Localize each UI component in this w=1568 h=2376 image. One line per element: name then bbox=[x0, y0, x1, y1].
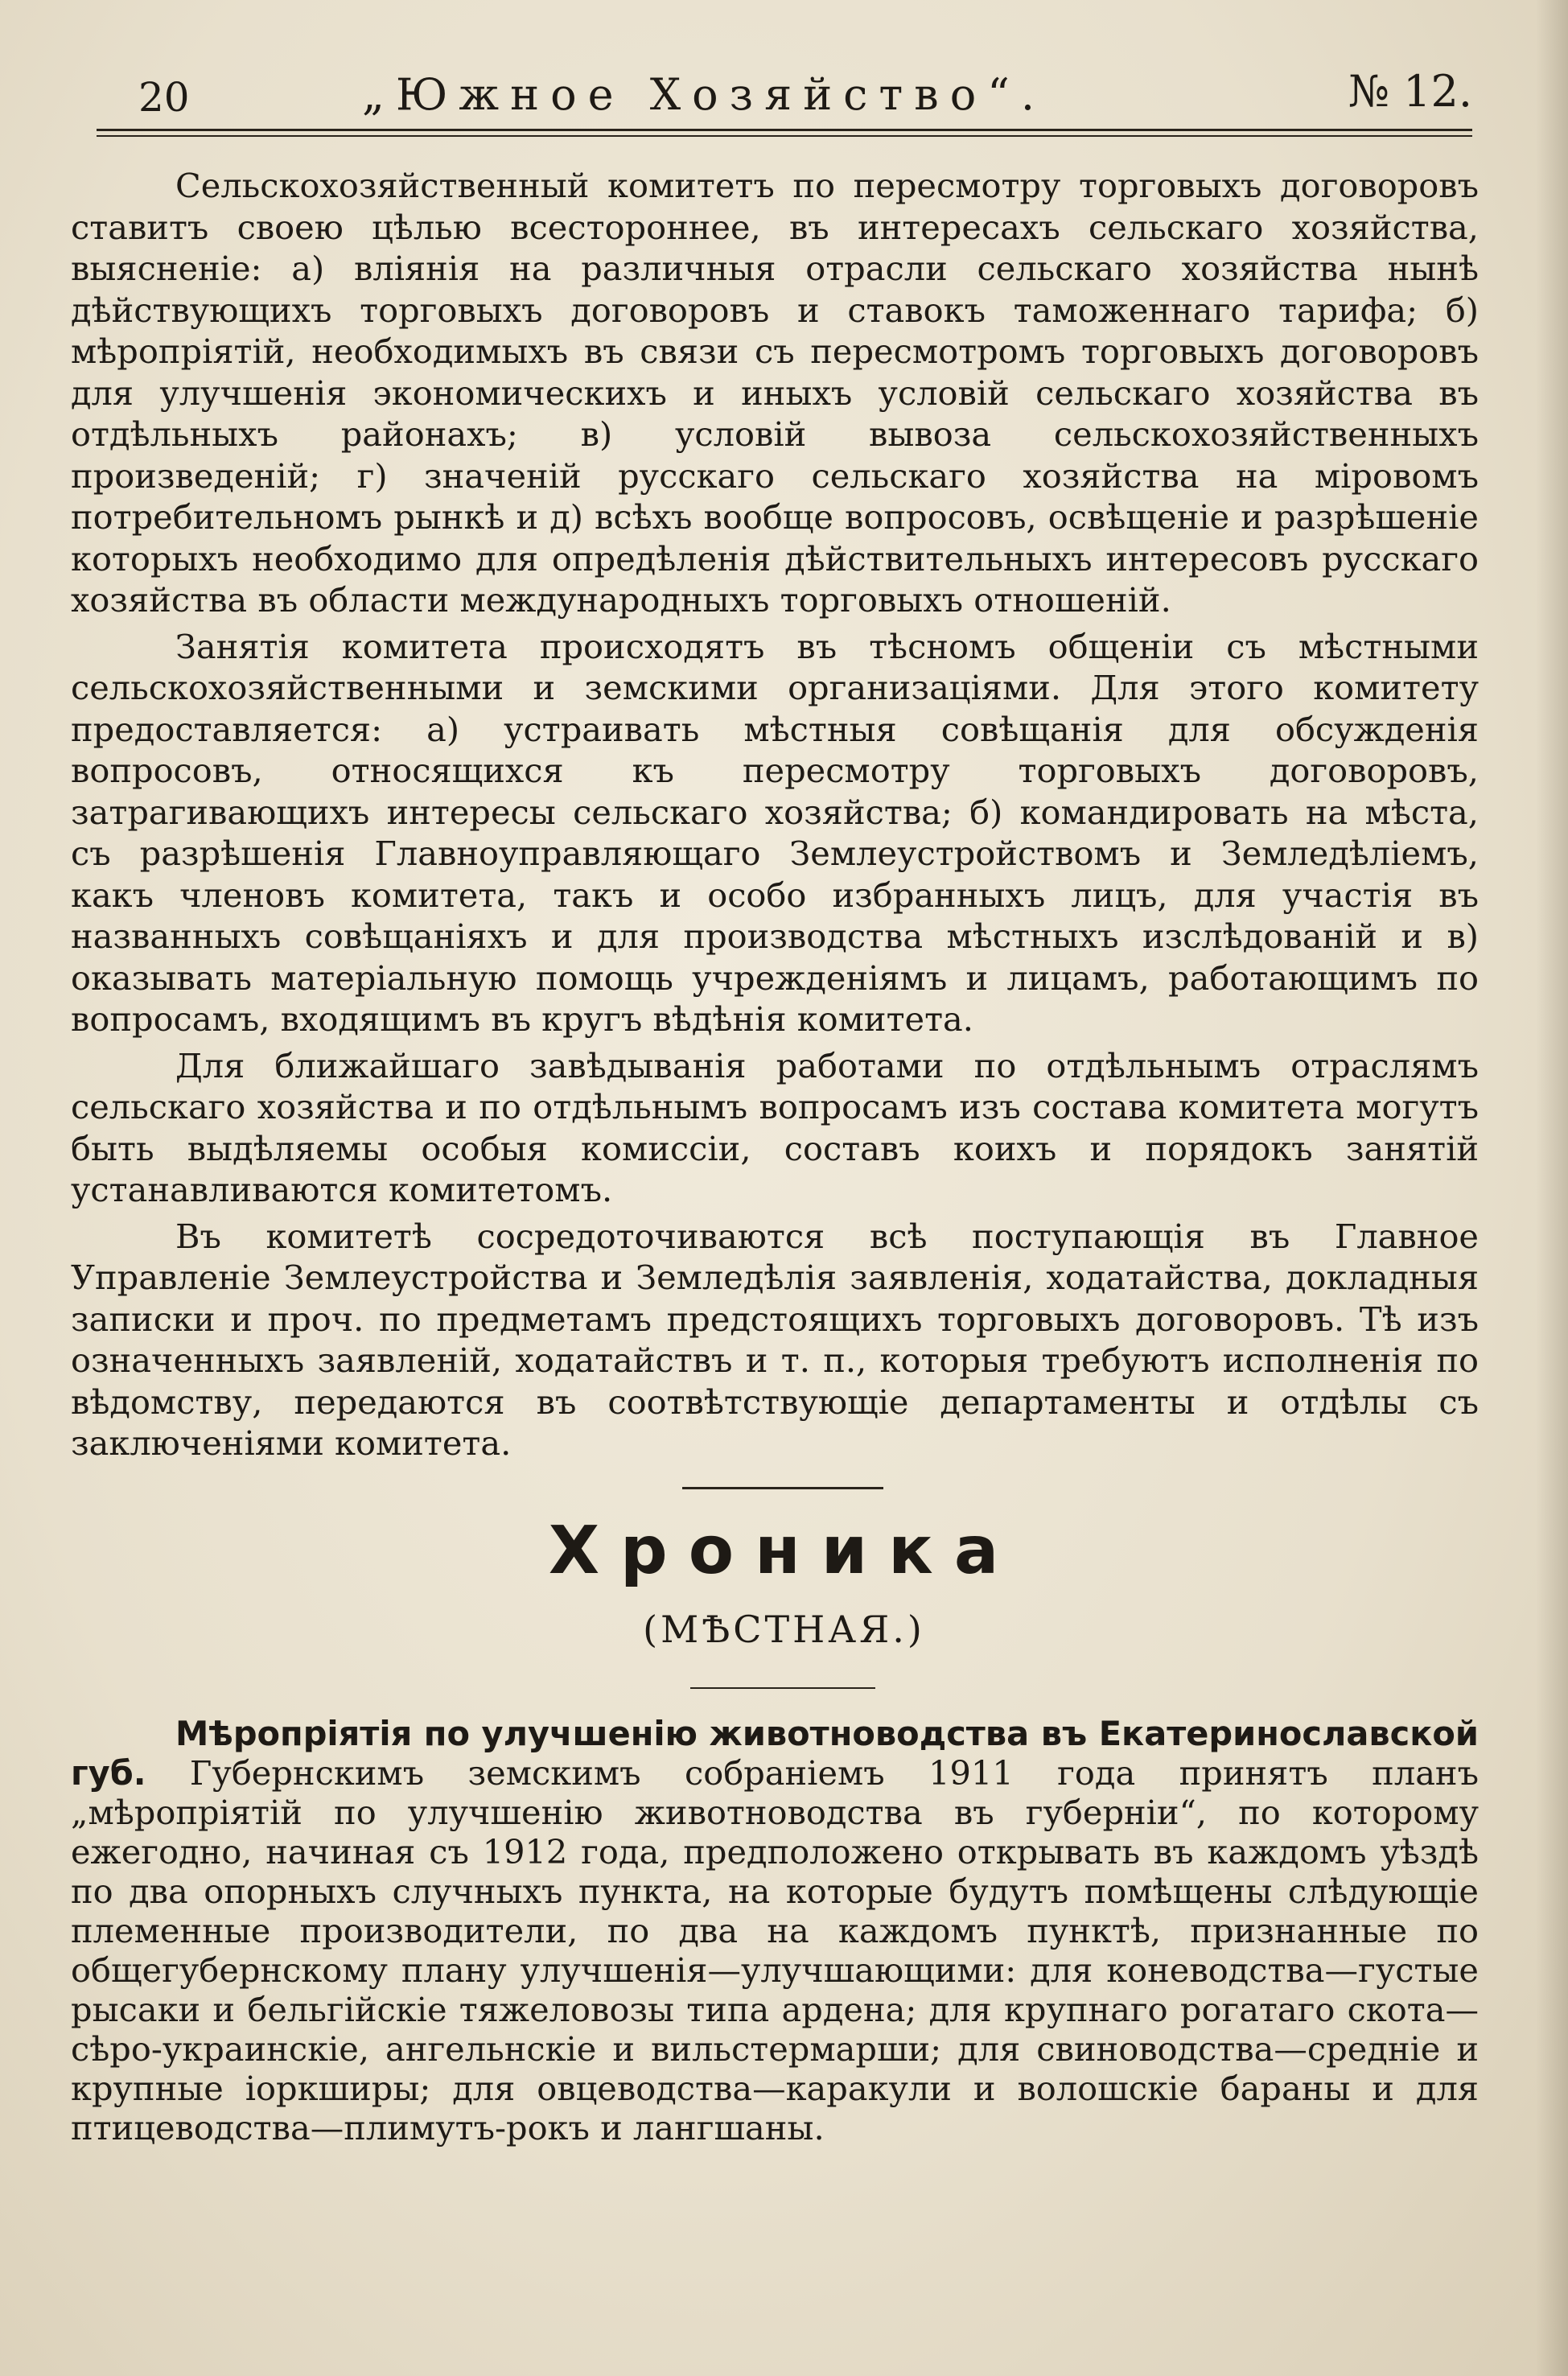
paragraph-1: Сельскохозяйственный комитетъ по пересмотру торговыхъ договоровъ ставитъ своею цѣлью всестороннее, въ интересахъ сельскаго хозяйства, выясненіе: а) вліянія на различныя отрасли сельскаго хозяйства нынѣ дѣйствующихъ торговыхъ договоровъ и ставокъ таможеннаго тарифа; б) мѣропріятій, необходимыхъ въ связи съ пересмотромъ торговыхъ договоровъ для улучшенія экономическихъ и иныхъ условій сельскаго хозяйства въ отдѣльныхъ районахъ; в) условій вывоза сельскохозяйственныхъ произведеній; г) значеній русскаго сельскаго хозяйства на міровомъ потребительномъ рынкѣ и д) всѣхъ вообще вопросовъ, освѣщеніе и разрѣшеніе которыхъ необходимо для опредѣленія дѣйствительныхъ интересовъ русскаго хозяйства въ области международныхъ торговыхъ отношеній. bbox=[71, 166, 1479, 620]
paragraph-2: Занятія комитета происходятъ въ тѣсномъ общеніи съ мѣстными сельскохозяйственными и земскими организаціями. Для этого комитету предоставляется: а) устраивать мѣстныя совѣщанія для обсужденія вопросовъ, относящихся къ пересмотру торговыхъ договоровъ, затрагивающихъ интересы сельскаго хозяйства; б) командировать на мѣста, съ разрѣшенія Главноуправляющаго Землеустройствомъ и Земледѣліемъ, какъ членовъ комитета, такъ и особо избранныхъ лицъ, для участія въ названныхъ совѣщаніяхъ и для производства мѣстныхъ изслѣдованій и в) оказывать матеріальную помощь учрежденіямъ и лицамъ, работающимъ по вопросамъ, входящимъ въ кругъ вѣдѣнія комитета. bbox=[71, 626, 1479, 1039]
page-edge-shadow bbox=[1536, 0, 1568, 2376]
article-text: Губернскимъ земскимъ собраніемъ 1911 года принятъ планъ „мѣропріятій по улучшенію животноводства въ губерніи“, по которому ежегодно, начиная съ 1912 года, предположено открывать въ каждомъ уѣздѣ по два опорныхъ случныхъ пункта, на которые будутъ помѣщены слѣдующіе племенные производители, по два на каждомъ пунктѣ, признанные по общегубернскому плану улучшенія—улучшающими: для коневодства—густые рысаки и бельгійскіе тяжеловозы типа ардена; для крупнаго рогатаго скота—сѣро-украинскіе, ангельнскіе и вильстермарши; для свиноводства—средніе и крупные іоркширы; для овцеводства—каракули и волошскіе бараны и для птицеводства—плимутъ-рокъ и лангшаны. bbox=[71, 1753, 1479, 2147]
issue-number: № 12. bbox=[1348, 66, 1472, 117]
header-rule-top bbox=[97, 129, 1472, 131]
chronicle-subheading: (МѢСТНАЯ.) bbox=[643, 1608, 925, 1651]
chronicle-heading: Хроника bbox=[548, 1513, 1020, 1589]
journal-title: „Южное Хозяйство“. bbox=[362, 69, 1046, 120]
chronicle-article bbox=[71, 1714, 1479, 2147]
page-number: 20 bbox=[138, 74, 190, 121]
main-text bbox=[71, 165, 1479, 1464]
paragraph-4: Въ комитетѣ сосредоточиваются всѣ поступающія въ Главное Управленіе Землеустройства и Земледѣлія заявленія, ходатайства, докладныя записки и проч. по предметамъ предстоящихъ торговыхъ договоровъ. Тѣ изъ означенныхъ заявленій, ходатайствъ и т. п., которыя требуютъ исполненія по вѣдомству, передаются въ соотвѣтствующіе департаменты и отдѣлы съ заключеніями комитета. bbox=[71, 1216, 1479, 1463]
running-header bbox=[97, 66, 1472, 122]
header-rule-bottom bbox=[97, 135, 1472, 137]
section-divider-top bbox=[682, 1487, 883, 1489]
section-divider-bottom bbox=[690, 1687, 875, 1689]
article-lead: Мѣропріятія по улучшенію животноводства въ Екатеринославской губ. bbox=[71, 1714, 1479, 1793]
paragraph-3: Для ближайшаго завѣдыванія работами по отдѣльнымъ отраслямъ сельскаго хозяйства и по отдѣльнымъ вопросамъ изъ состава комитета могутъ быть выдѣляемы особыя комиссіи, составъ коихъ и порядокъ занятій устанавливаются комитетомъ. bbox=[71, 1045, 1479, 1209]
